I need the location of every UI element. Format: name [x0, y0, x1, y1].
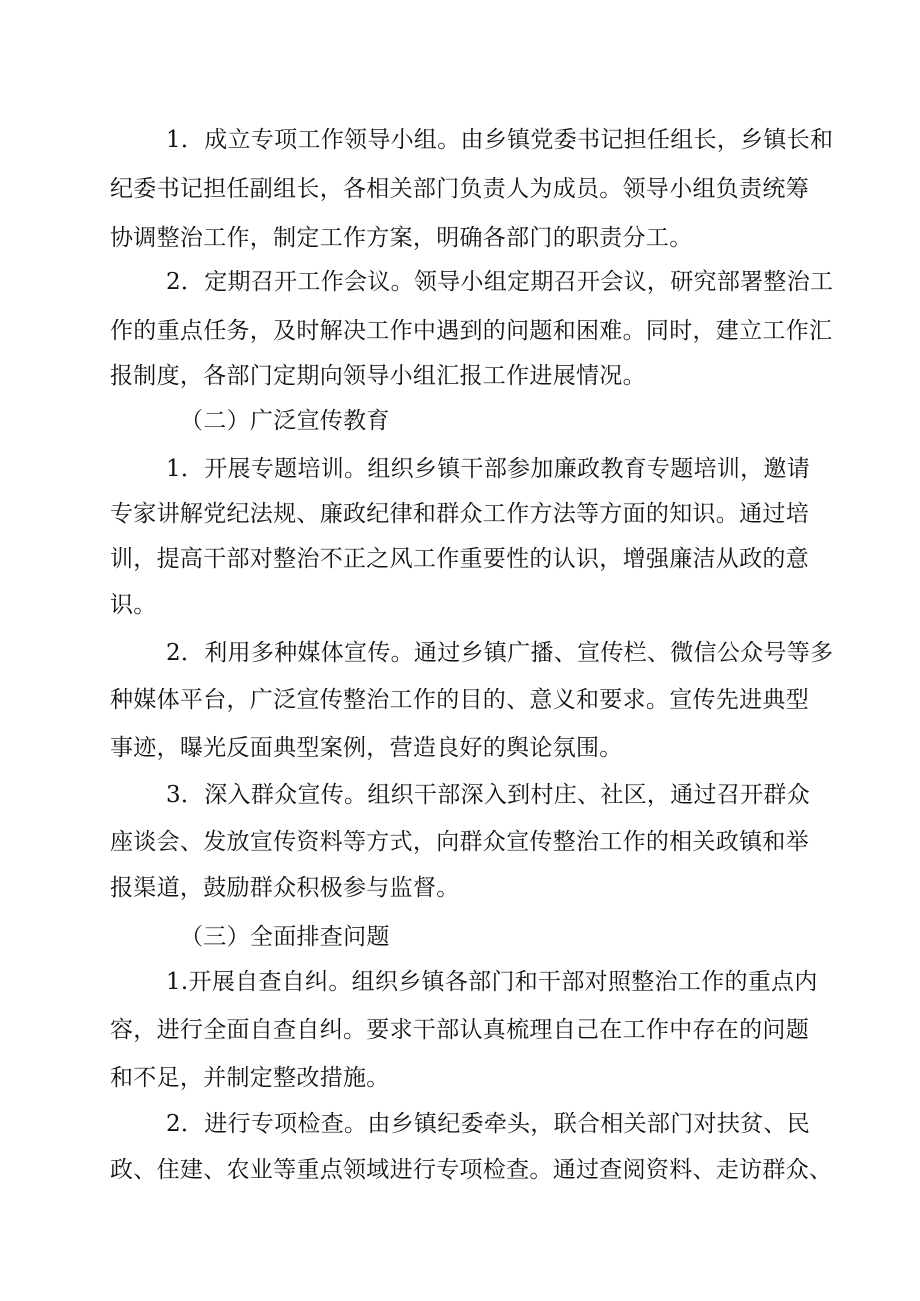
paragraph-5-line-3: 报渠道，鼓励群众积极参与监督。 — [110, 875, 460, 901]
paragraph-2-line-2: 作的重点任务，及时解决工作中遇到的问题和困难。同时，建立工作汇 — [110, 318, 833, 344]
section-heading-3: （三）全面排查问题 — [180, 924, 390, 950]
paragraph-6-line-3: 和不足，并制定整改措施。 — [110, 1065, 390, 1091]
paragraph-3-line-1: 1．开展专题培训。组织乡镇干部参加廉政教育专题培训，邀请 — [166, 456, 811, 482]
paragraph-2-line-3: 报制度，各部门定期向领导小组汇报工作进展情况。 — [110, 363, 646, 389]
paragraph-3-line-2: 专家讲解党纪法规、廉政纪律和群众工作方法等方面的知识。通过培 — [110, 501, 809, 527]
paragraph-4-line-2: 种媒体平台，广泛宣传整治工作的目的、意义和要求。宣传先进典型 — [110, 687, 809, 713]
paragraph-4-line-3: 事迹，曝光反面典型案例，营造良好的舆论氛围。 — [110, 735, 623, 761]
paragraph-5-line-1: 3．深入群众宣传。组织干部深入到村庄、社区，通过召开群众 — [166, 782, 811, 808]
paragraph-7-line-2: 政、住建、农业等重点领域进行专项检查。通过查阅资料、走访群众、 — [110, 1157, 833, 1183]
paragraph-4-line-1: 2．利用多种媒体宣传。通过乡镇广播、宣传栏、微信公众号等多 — [166, 640, 834, 666]
paragraph-6-line-1: 1.开展自查自纠。组织乡镇各部门和干部对照整治工作的重点内 — [166, 969, 818, 995]
paragraph-3-line-4: 识。 — [110, 592, 157, 618]
paragraph-1-line-2: 纪委书记担任副组长，各相关部门负责人为成员。领导小组负责统筹 — [110, 176, 809, 202]
paragraph-1-line-3: 协调整治工作，制定工作方案，明确各部门的职责分工。 — [110, 225, 693, 251]
paragraph-7-line-1: 2．进行专项检查。由乡镇纪委牵头，联合相关部门对扶贫、民 — [166, 1111, 811, 1137]
paragraph-3-line-3: 训，提高干部对整治不正之风工作重要性的认识，增强廉洁从政的意 — [110, 546, 809, 572]
paragraph-5-line-2: 座谈会、发放宣传资料等方式，向群众宣传整治工作的相关政镇和举 — [110, 829, 809, 855]
paragraph-6-line-2: 容，进行全面自查自纠。要求干部认真梳理自己在工作中存在的问题 — [110, 1017, 809, 1043]
paragraph-2-line-1: 2．定期召开工作会议。领导小组定期召开会议，研究部署整治工 — [166, 269, 834, 295]
section-heading-2: （二）广泛宣传教育 — [180, 408, 390, 434]
paragraph-1-line-1: 1．成立专项工作领导小组。由乡镇党委书记担任组长，乡镇长和 — [166, 127, 834, 153]
